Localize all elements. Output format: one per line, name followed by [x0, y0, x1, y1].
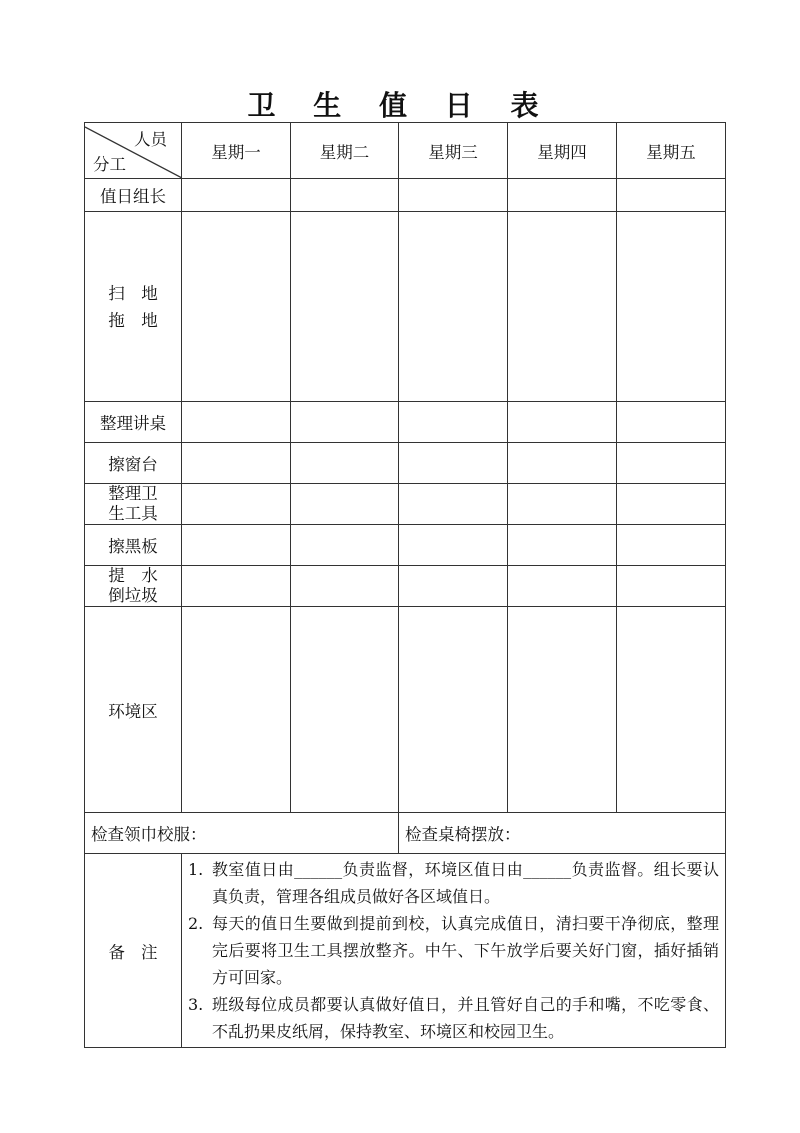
duty-cell[interactable] — [399, 566, 508, 607]
table-row — [85, 443, 726, 484]
header-row — [85, 123, 726, 179]
duty-cell[interactable] — [508, 484, 617, 525]
note-item — [188, 991, 719, 1045]
duty-cell[interactable] — [291, 443, 399, 484]
task-label: 环境区 — [85, 607, 182, 813]
duty-cell[interactable] — [291, 566, 399, 607]
day-header-wed: 星期三 — [399, 123, 508, 179]
duty-cell[interactable] — [617, 179, 726, 212]
task-label — [85, 484, 182, 525]
duty-cell[interactable] — [508, 402, 617, 443]
duty-cell[interactable] — [291, 607, 399, 813]
duty-cell[interactable] — [508, 566, 617, 607]
duty-cell[interactable] — [399, 484, 508, 525]
task-label: 擦窗台 — [85, 443, 182, 484]
duty-cell[interactable] — [617, 607, 726, 813]
diagonal-corner-cell — [85, 123, 182, 179]
check-scarf-uniform[interactable]: 检查领巾校服： — [85, 813, 399, 854]
day-header-fri: 星期五 — [617, 123, 726, 179]
table-row — [85, 179, 726, 212]
table-row — [85, 607, 726, 813]
duty-roster-table — [84, 122, 726, 1048]
note-number: 3. — [188, 995, 204, 1014]
duty-cell[interactable] — [617, 484, 726, 525]
checks-row — [85, 813, 726, 854]
corner-label-personnel: 人员 — [134, 130, 167, 149]
duty-cell[interactable] — [182, 484, 291, 525]
duty-cell[interactable] — [508, 179, 617, 212]
corner-label-task: 分工 — [93, 155, 126, 174]
task-label: 值日组长 — [85, 179, 182, 212]
duty-cell[interactable] — [508, 212, 617, 402]
note-number: 1. — [188, 860, 204, 879]
page-title: 卫 生 值 日 表 — [247, 89, 553, 122]
duty-cell[interactable] — [617, 212, 726, 402]
notes-row — [85, 854, 726, 1048]
note-text: 教室值日由______负责监督，环境区值日由______负责监督。组长要认真负责，管理各组成员做好各区域值日。 — [212, 860, 719, 906]
duty-cell[interactable] — [508, 607, 617, 813]
task-label-line: 倒垃圾 — [108, 586, 158, 605]
table-row — [85, 566, 726, 607]
note-item — [188, 910, 719, 991]
task-label: 擦黑板 — [85, 525, 182, 566]
note-number: 2. — [188, 914, 204, 933]
duty-cell[interactable] — [291, 484, 399, 525]
task-label-line: 拖 地 — [108, 310, 158, 330]
duty-cell[interactable] — [617, 525, 726, 566]
day-header-mon: 星期一 — [182, 123, 291, 179]
task-label — [85, 566, 182, 607]
duty-cell[interactable] — [182, 607, 291, 813]
duty-cell[interactable] — [182, 179, 291, 212]
day-header-thu: 星期四 — [508, 123, 617, 179]
duty-cell[interactable] — [182, 212, 291, 402]
duty-cell[interactable] — [399, 402, 508, 443]
notes-label: 备注 — [85, 854, 182, 1048]
duty-cell[interactable] — [182, 402, 291, 443]
duty-cell[interactable] — [617, 402, 726, 443]
table-row — [85, 402, 726, 443]
check-desk-chair[interactable]: 检查桌椅摆放： — [399, 813, 726, 854]
task-label: 整理讲桌 — [85, 402, 182, 443]
day-header-tue: 星期二 — [291, 123, 399, 179]
duty-cell[interactable] — [291, 402, 399, 443]
duty-cell[interactable] — [182, 443, 291, 484]
duty-cell[interactable] — [399, 179, 508, 212]
duty-cell[interactable] — [291, 179, 399, 212]
task-label-line: 提 水 — [108, 566, 158, 585]
duty-cell[interactable] — [182, 525, 291, 566]
duty-cell[interactable] — [399, 607, 508, 813]
notes-content — [182, 854, 726, 1048]
note-text: 每天的值日生要做到提前到校，认真完成值日，清扫要干净彻底，整理完后要将卫生工具摆放整齐。中午、下午放学后要关好门窗，插好插销方可回家。 — [212, 914, 719, 987]
table-row — [85, 212, 726, 402]
duty-cell[interactable] — [291, 212, 399, 402]
duty-cell[interactable] — [508, 525, 617, 566]
table-row — [85, 484, 726, 525]
note-item — [188, 856, 719, 910]
table-row — [85, 525, 726, 566]
task-label — [85, 212, 182, 402]
duty-cell[interactable] — [508, 443, 617, 484]
duty-cell[interactable] — [617, 566, 726, 607]
task-label-line: 生工具 — [108, 504, 158, 523]
duty-cell[interactable] — [399, 443, 508, 484]
duty-cell[interactable] — [617, 443, 726, 484]
duty-cell[interactable] — [399, 525, 508, 566]
task-label-line: 整理卫 — [108, 484, 158, 503]
duty-cell[interactable] — [399, 212, 508, 402]
duty-cell[interactable] — [291, 525, 399, 566]
duty-cell[interactable] — [182, 566, 291, 607]
note-text: 班级每位成员都要认真做好值日，并且管好自己的手和嘴，不吃零食、不乱扔果皮纸屑，保持教室、环境区和校园卫生。 — [212, 995, 719, 1041]
task-label-line: 扫 地 — [108, 283, 158, 303]
